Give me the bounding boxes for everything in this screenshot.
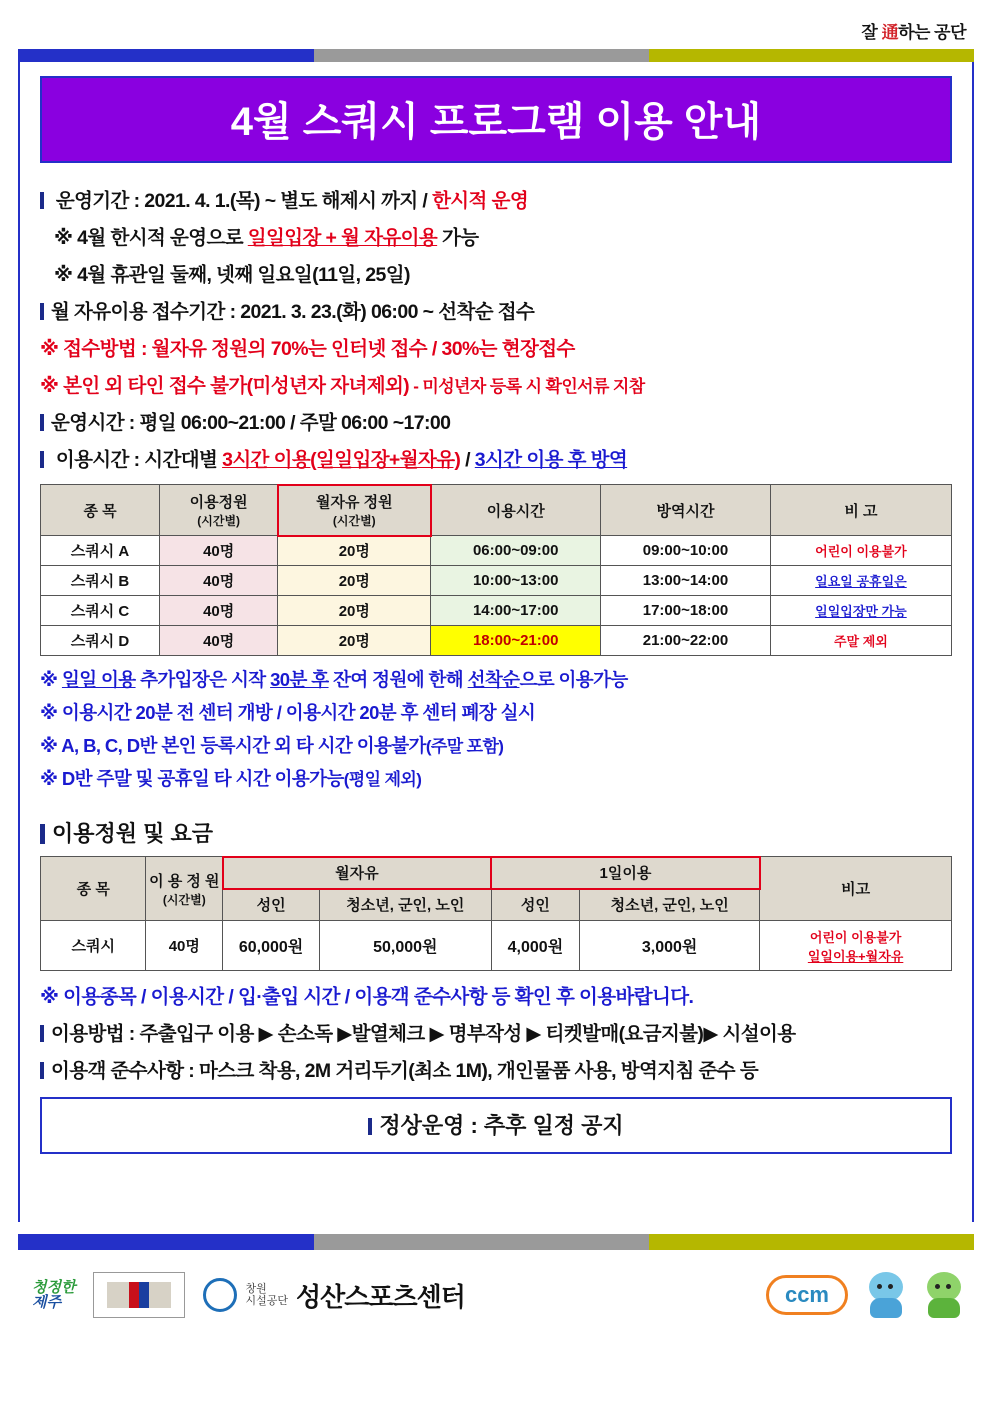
period-temp-label: 한시적 운영 xyxy=(432,190,529,212)
slogan xyxy=(18,0,974,49)
notice-box xyxy=(40,1097,952,1154)
row-c-free: 20명 xyxy=(278,596,431,626)
th-free-capacity-sub: (시간별) xyxy=(332,514,376,528)
info-line-closed-days: ※ 4월 휴관일 둘째, 넷째 일요일(11일, 25일) xyxy=(54,264,410,286)
row-c-remark: 일일입장만 가능 xyxy=(770,596,951,626)
row-a-remark: 어린이 이용불가 xyxy=(770,536,951,566)
slogan-pre: 잘 xyxy=(861,23,882,42)
info-line-operating-hours: 운영시간 : 평일 06:00~21:00 / 주말 06:00 ~17:00 xyxy=(40,407,952,435)
rule1-p6: 선착순 xyxy=(467,669,520,690)
fee-section-title: 이용정원 및 요금 xyxy=(40,817,952,848)
temp-op-post: 가능 xyxy=(437,227,479,249)
rule4-main: ※ D반 주말 및 공휴일 타 시간 이용가능 xyxy=(40,768,344,789)
slogan-accent: 通 xyxy=(881,23,899,42)
th-capacity xyxy=(160,485,278,536)
jeju-logo-line1: 청정한 xyxy=(32,1279,76,1296)
jeju-logo xyxy=(32,1280,75,1310)
rules-list xyxy=(40,666,952,791)
row-d-free: 20명 xyxy=(278,626,431,656)
footer-usage-method: 이용방법 : 주출입구 이용 ▶ 손소독 ▶발열체크 ▶ 명부작성 ▶ 티켓발매(요금지불)▶ 시설이용 xyxy=(40,1018,952,1046)
jeju-logo-line2: 제주 xyxy=(32,1294,61,1311)
use-hours-pre: 이용시간 : 시간대별 xyxy=(55,449,223,471)
fee-row-note xyxy=(760,921,952,971)
row-c-use: 14:00~17:00 xyxy=(431,596,601,626)
table-row xyxy=(41,596,952,626)
use-hours-h2: 3시간 이용 후 방역 xyxy=(474,449,628,471)
th-remark xyxy=(770,485,951,536)
row-d-remark: 주말 제외 xyxy=(770,626,951,656)
th-clean-time-label: 방역시간 xyxy=(656,502,715,520)
proxy-ban-main: ※ 본인 외 타인 접수 불가(미성년자 자녀제외) xyxy=(40,375,410,397)
fee-th-free-adult: 성인 xyxy=(223,889,320,921)
bottom-bar-blue xyxy=(18,1234,314,1250)
rule1-p1: ※ xyxy=(40,669,62,690)
rule-open-close: ※ 이용시간 20분 전 센터 개방 / 이용시간 20분 후 센터 폐장 실시 xyxy=(40,702,536,723)
row-b-use: 10:00~13:00 xyxy=(431,566,601,596)
info-line-temp-operation xyxy=(54,222,952,250)
info-line-use-hours xyxy=(40,444,952,472)
row-b-cap: 40명 xyxy=(160,566,278,596)
info-line-proxy-ban xyxy=(40,370,952,398)
row-a-name: 스쿼시 A xyxy=(41,536,160,566)
center-sub2: 시설공단 xyxy=(245,1295,288,1307)
content-frame xyxy=(18,62,974,1222)
row-b-name: 스쿼시 B xyxy=(41,566,160,596)
th-use-time-label: 이용시간 xyxy=(486,502,545,520)
logo-row xyxy=(18,1250,974,1318)
top-color-bar xyxy=(18,49,974,62)
table-row xyxy=(41,921,952,971)
row-d-name: 스쿼시 D xyxy=(41,626,160,656)
rule-class-time xyxy=(40,732,952,758)
table-row xyxy=(41,566,952,596)
ccm-badge: ccm xyxy=(766,1275,848,1315)
bottom-color-bar xyxy=(18,1234,974,1250)
fee-th-group-day: 1일이용 xyxy=(491,857,759,889)
footer-check-line: ※ 이용종목 / 이용시간 / 입·출입 시간 / 이용객 준수사항 등 확인 후 이용바랍니다. xyxy=(40,986,694,1008)
color-bar-olive xyxy=(649,49,974,62)
fee-row-name: 스쿼시 xyxy=(41,921,146,971)
rule-d-weekend xyxy=(40,765,952,791)
row-d-use: 18:00~21:00 xyxy=(431,626,601,656)
th-clean-time xyxy=(601,485,771,536)
use-hours-sep: / xyxy=(460,449,475,471)
rule1-p7: 으로 이용가능 xyxy=(519,669,628,690)
mascot-blue-icon xyxy=(866,1272,906,1318)
fee-th-note: 비고 xyxy=(760,857,952,921)
fee-row-free-adult: 60,000원 xyxy=(223,921,320,971)
row-b-remark: 일요일 공휴일은 xyxy=(770,566,951,596)
table-row xyxy=(41,536,952,566)
row-a-free: 20명 xyxy=(278,536,431,566)
proxy-ban-note: - 미성년자 등록 시 확인서류 지참 xyxy=(409,377,645,396)
flag-graphic xyxy=(107,1282,171,1308)
fee-note-2: 일일이용+월자유 xyxy=(807,948,904,964)
fee-row-day-adult: 4,000원 xyxy=(491,921,579,971)
use-hours-h1: 3시간 이용(일일입장+월자유) xyxy=(222,449,461,471)
row-d-cap: 40명 xyxy=(160,626,278,656)
info-line-reception-period: 월 자유이용 접수기간 : 2021. 3. 23.(화) 06:00 ~ 선착순 접수 xyxy=(40,296,952,324)
th-item-label: 종 목 xyxy=(83,502,117,520)
temp-op-pre: ※ 4월 한시적 운영으로 xyxy=(54,227,248,249)
row-a-clean: 09:00~10:00 xyxy=(601,536,771,566)
rule4-note: (평일 제외) xyxy=(343,770,422,789)
schedule-header-row xyxy=(41,485,952,536)
th-remark-label: 비 고 xyxy=(844,502,878,520)
fee-th-day-adult: 성인 xyxy=(491,889,579,921)
row-b-clean: 13:00~14:00 xyxy=(601,566,771,596)
title-band xyxy=(40,76,952,163)
fee-th-item: 종 목 xyxy=(41,857,146,921)
th-capacity-sub: (시간별) xyxy=(197,514,241,528)
info-line-period xyxy=(40,185,952,213)
footer-user-rules: 이용객 준수사항 : 마스크 착용, 2M 거리두기(최소 1M), 개인물품 사용, 방역지침 준수 등 xyxy=(40,1055,952,1083)
th-free-capacity xyxy=(278,485,431,536)
row-b-free: 20명 xyxy=(278,566,431,596)
schedule-table xyxy=(40,484,952,656)
page-title: 4월 스쿼시 프로그램 이용 안내 xyxy=(230,100,762,144)
rule1-p5: 잔여 정원에 한해 xyxy=(328,669,468,690)
rule1-p3: 추가입장은 시작 xyxy=(135,669,271,690)
fee-row-day-youth: 3,000원 xyxy=(580,921,760,971)
rule1-p2: 일일 이용 xyxy=(61,669,136,690)
color-bar-blue xyxy=(18,49,314,62)
row-c-cap: 40명 xyxy=(160,596,278,626)
fee-header-row-1 xyxy=(41,857,952,889)
period-text: 운영기간 : 2021. 4. 1.(목) ~ 별도 해제시 까지 / xyxy=(55,190,433,212)
changwon-circle-icon xyxy=(203,1278,237,1312)
temp-op-highlight: 일일입장 + 월 자유이용 xyxy=(247,227,438,249)
rule3-note: (주말 포함) xyxy=(425,737,504,756)
center-name: 성산스포츠센터 xyxy=(296,1281,465,1312)
th-use-time xyxy=(431,485,601,536)
fee-row-free-youth: 50,000원 xyxy=(319,921,491,971)
row-a-cap: 40명 xyxy=(160,536,278,566)
bottom-bar-gray xyxy=(314,1234,649,1250)
rule1-p4: 30분 후 xyxy=(270,669,329,690)
th-free-capacity-label: 월자유 정원 xyxy=(315,494,393,511)
info-line-reception-method: ※ 접수방법 : 월자유 정원의 70%는 인터넷 접수 / 30%는 현장접수 xyxy=(40,338,575,360)
row-c-clean: 17:00~18:00 xyxy=(601,596,771,626)
row-d-clean: 21:00~22:00 xyxy=(601,626,771,656)
color-bar-gray xyxy=(314,49,649,62)
th-item xyxy=(41,485,160,536)
th-capacity-label: 이용정원 xyxy=(189,494,248,511)
fee-th-capacity xyxy=(146,857,223,921)
row-a-use: 06:00~09:00 xyxy=(431,536,601,566)
mascot-green-icon xyxy=(924,1272,964,1318)
rule-extra-entry xyxy=(40,666,952,692)
fee-th-day-youth: 청소년, 군인, 노인 xyxy=(580,889,760,921)
table-row xyxy=(41,626,952,656)
rule3-main: ※ A, B, C, D반 본인 등록시간 외 타 시간 이용불가 xyxy=(40,735,426,756)
fee-th-capacity-sub: (시간별) xyxy=(162,892,206,907)
notice-text: 정상운영 : 추후 일정 공지 xyxy=(368,1113,623,1138)
bottom-bar-olive xyxy=(649,1234,974,1250)
fee-note-1: 어린이 이용불가 xyxy=(809,929,902,945)
slogan-post: 하는 공단 xyxy=(898,23,966,42)
fee-th-capacity-main: 이 용 정 원 xyxy=(149,872,220,890)
certification-mark xyxy=(93,1272,185,1318)
fee-table xyxy=(40,856,952,971)
sports-center-logo xyxy=(203,1277,464,1314)
row-c-name: 스쿼시 C xyxy=(41,596,160,626)
center-sub1: 창원 xyxy=(245,1282,267,1295)
fee-th-free-youth: 청소년, 군인, 노인 xyxy=(319,889,491,921)
fee-row-cap: 40명 xyxy=(146,921,223,971)
fee-th-group-free: 월자유 xyxy=(223,857,492,889)
